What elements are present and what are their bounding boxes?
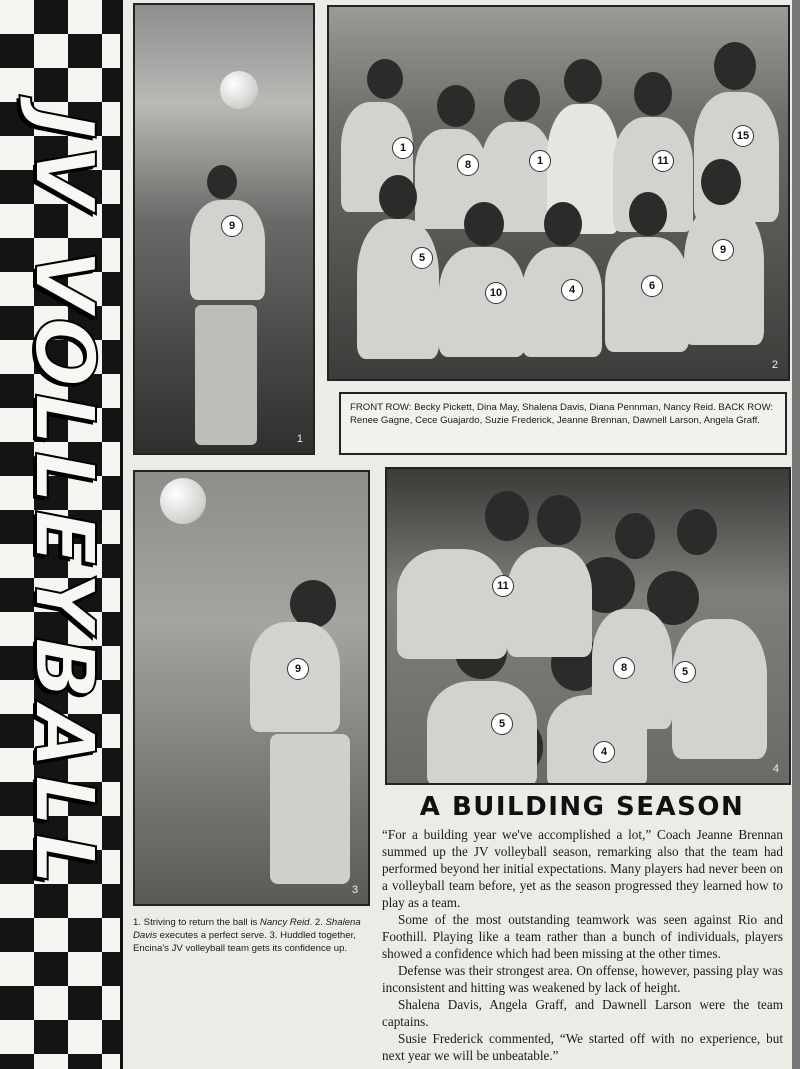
jersey-number: 10 [485,282,507,304]
player-figure [427,681,537,785]
player-figure [547,695,647,785]
section-title-vertical: JV VOLLEYBALL [16,108,111,892]
photo-number: 4 [772,763,779,775]
player-figure [672,619,767,759]
player-legs [195,305,257,445]
jersey-number: 4 [593,741,615,763]
player-head [634,72,672,116]
photo-striving-return [133,3,315,455]
photo-captions [133,917,369,956]
caption-name: Nancy Reid [259,917,310,928]
photo-huddle [385,467,791,785]
roster-text: FRONT ROW: Becky Pickett, Dina May, Shalena Davis, Diana Pennman, Nancy Reid. BACK ROW: Renee Gagne, Cece Guajardo, Suzie Frederick, Jeanne Brennan, Dawnell Larson, Angela Graff. [350,402,774,426]
photo-team-portrait [327,5,790,381]
player-figure [507,547,592,657]
jersey-number: 9 [712,239,734,261]
player-figure [357,219,439,359]
jersey-number: 8 [457,154,479,176]
player-head [701,159,741,205]
photo-number: 2 [771,359,778,371]
article-paragraph: Defense was their strongest area. On offense, however, passing play was inconsistent and hitting was weakened by lack of height. [382,963,783,995]
player-head [544,202,582,246]
player-head [504,79,540,121]
photo-serve [133,470,370,906]
jersey-number: 11 [492,575,514,597]
player-head [290,580,336,628]
jersey-number: 11 [652,150,674,172]
article-paragraph: “For a building year we've accomplished a lot,” Coach Jeanne Brennan summed up the JV volleyball season, remarking also that the team had performed beyond her initial expectations. Many players had never been on a volleyball team before, yet as the season progressed they learned how to play as a team. [382,827,783,910]
player-figure [694,92,779,222]
jersey-number: 1 [529,150,551,172]
caption-name: Shalena Davis [133,917,361,941]
jersey-number: 15 [732,125,754,147]
photo-number: 3 [351,884,358,896]
jersey-number: 1 [392,137,414,159]
article-headline: A BUILDING SEASON [419,792,745,822]
jersey-number: 5 [674,661,696,683]
caption-text: 1. Striving to return the ball is [133,917,260,928]
article-paragraph: Shalena Davis, Angela Graff, and Dawnell Larson were the team captains. [382,997,783,1029]
player-head [714,42,756,90]
jersey-number: 8 [613,657,635,679]
player-head [615,513,655,559]
photo-number: 1 [296,433,303,445]
article-paragraph: Some of the most outstanding teamwork was seen against Rio and Foothill. Playing like a team rather than a bunch of individuals, players showed a confidence which had been missing at the other times. [382,912,783,961]
jersey-number: 4 [561,279,583,301]
player-head [379,175,417,219]
volleyball [220,71,258,109]
player-head [464,202,504,246]
player-head [485,491,529,541]
team-roster-caption [339,392,787,455]
player-legs [270,734,350,884]
volleyball [160,478,206,524]
jersey-number: 5 [411,247,433,269]
jersey-number: 9 [287,658,309,680]
caption-text: executes a perfect serve. 3. Huddled together, Encina's JV volleyball team gets its confidence up. [133,929,356,954]
caption-text: . 2. [309,917,326,928]
article-paragraph: Susie Frederick commented, “We started off with no experience, but next year we will be unbeatable.” [382,1031,783,1063]
jersey-number: 5 [491,713,513,735]
player-head [437,85,475,127]
page-edge [792,0,800,1069]
article-body [382,826,783,1064]
player-head [537,495,581,545]
player-head [367,59,403,99]
player-head [207,165,237,199]
jersey-number: 9 [221,215,243,237]
player-head [629,192,667,236]
player-figure [439,247,525,357]
player-figure [397,549,507,659]
player-head [564,59,602,103]
player-head [677,509,717,555]
player-figure [684,205,764,345]
jersey-number: 6 [641,275,663,297]
player-figure [522,247,602,357]
